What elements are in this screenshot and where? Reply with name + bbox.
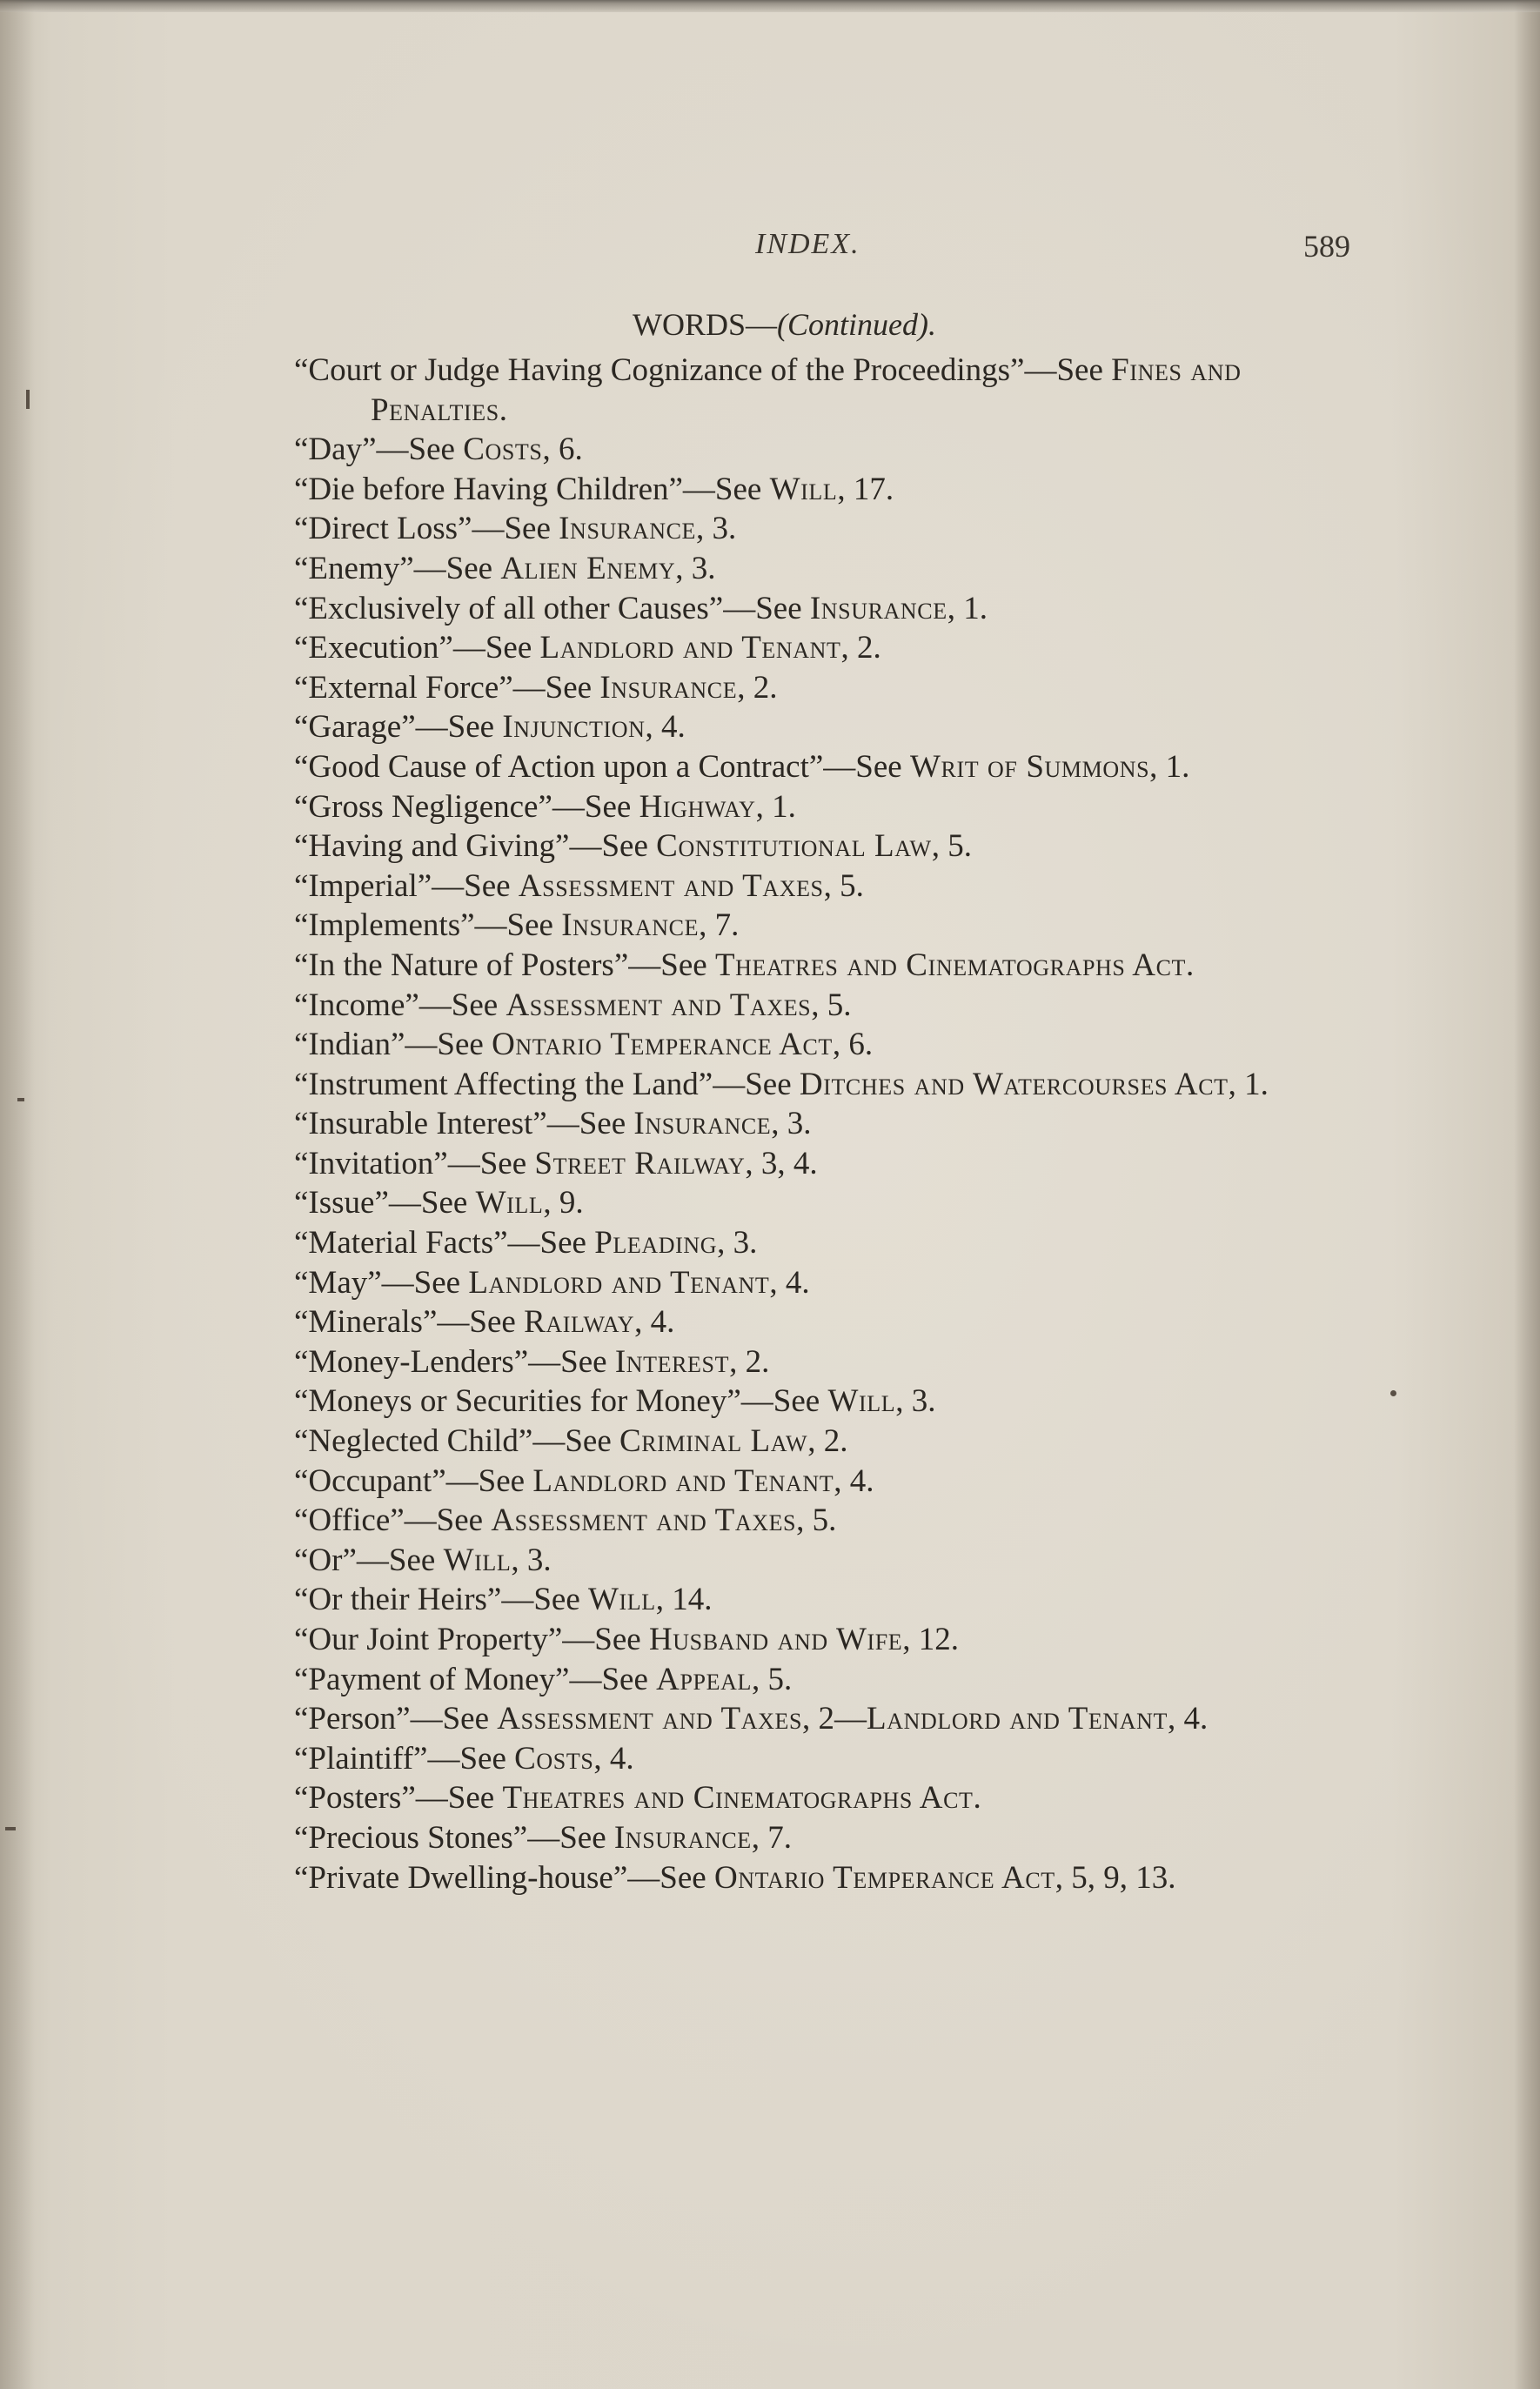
index-entry [294, 1739, 1360, 1779]
index-entry [294, 668, 1360, 708]
page-right-edge-shadow [1514, 0, 1540, 2389]
reference-number: , 5. [823, 867, 864, 904]
index-entry [294, 1183, 1360, 1223]
index-entry [294, 430, 1360, 470]
cross-reference: Railway [524, 1304, 635, 1341]
see-label: —See [472, 511, 559, 547]
reference-number: , 7. [699, 907, 740, 944]
reference-number: , 4. [834, 1462, 874, 1499]
reference-number: , 2. [729, 1343, 770, 1380]
index-term: “Instrument Affecting the Land” [294, 1066, 713, 1102]
index-entry [294, 986, 1360, 1026]
cross-reference: Assessment and Taxes [497, 1701, 803, 1737]
index-term: “Invitation” [294, 1145, 448, 1181]
index-entry-list [294, 351, 1360, 1897]
index-entry [294, 787, 1360, 827]
reference-number: , 9. [543, 1185, 584, 1221]
reference-number: , 1. [755, 788, 796, 825]
index-entry [294, 1223, 1360, 1263]
index-entry [294, 470, 1360, 510]
see-label: —See [404, 1502, 492, 1539]
reference-number: , 1. [1149, 748, 1190, 785]
reference-number: . [973, 1780, 981, 1817]
index-entry [294, 1382, 1360, 1422]
cross-reference: Writ of Summons [909, 748, 1150, 785]
see-label: —See [723, 590, 810, 626]
see-label: —See [528, 1343, 615, 1380]
index-term: “Imperial” [294, 867, 432, 904]
reference-number: , 3. [895, 1383, 936, 1420]
index-entry [294, 1065, 1360, 1105]
see-label: —See [356, 1542, 444, 1578]
cross-reference: Costs [514, 1740, 594, 1777]
cross-reference: Constitutional Law [656, 828, 932, 865]
reference-number: , 17. [837, 471, 894, 507]
see-label: —See [501, 1582, 589, 1618]
cross-reference: Will [475, 1185, 544, 1221]
index-entry [294, 1462, 1360, 1502]
index-term: “Implements” [294, 907, 475, 944]
see-label: —See [418, 987, 506, 1023]
reference-number: , 3. [771, 1106, 812, 1142]
cross-reference: Assessment and Taxes [518, 867, 824, 904]
index-entry [294, 1422, 1360, 1462]
reference-number: , 4. [645, 709, 686, 746]
cross-reference: Ditches and Watercourses Act [799, 1066, 1229, 1102]
cross-reference: Will [588, 1582, 656, 1618]
index-entry [294, 1342, 1360, 1382]
cross-reference: Alien Enemy [500, 550, 676, 586]
margin-mark [26, 390, 30, 409]
reference-number: , 4. [769, 1264, 810, 1301]
cross-reference: Will [827, 1383, 896, 1420]
reference-number: , 3. [696, 511, 737, 547]
index-entry [294, 906, 1360, 946]
reference-number: , 7. [751, 1819, 792, 1856]
index-entry [294, 946, 1360, 986]
index-entry [294, 1858, 1360, 1898]
cross-reference: Costs [463, 432, 543, 468]
see-label: —See [388, 1185, 476, 1221]
index-term: “Or their Heirs” [294, 1582, 502, 1618]
see-label: —See [376, 432, 464, 468]
page-number: 589 [1303, 229, 1350, 264]
index-entry [294, 628, 1360, 668]
cross-reference: Injunction [502, 709, 646, 746]
see-label: —See [432, 867, 519, 904]
index-term: “Plaintiff” [294, 1740, 428, 1777]
index-term: “Minerals” [294, 1304, 438, 1341]
see-label: —See [552, 788, 639, 825]
cross-reference: Husband and Wife [648, 1622, 903, 1657]
index-term: “Court or Judge Having Cognizance of the Proceedings” [294, 352, 1025, 388]
index-term: “Exclusively of all other Causes” [294, 590, 724, 626]
cross-reference: Interest [614, 1343, 730, 1380]
index-entry [294, 1660, 1360, 1700]
section-heading [0, 306, 1540, 343]
cross-reference: Criminal Law [619, 1423, 808, 1460]
index-entry [294, 747, 1360, 787]
index-term: “Person” [294, 1701, 411, 1737]
cross-reference: Street Railway [534, 1145, 746, 1181]
running-title: INDEX. [755, 228, 860, 260]
see-label: —See [713, 1066, 800, 1102]
cross-reference: Highway [639, 788, 756, 825]
index-term: “Income” [294, 987, 419, 1023]
cross-reference: Insurance [613, 1819, 752, 1856]
index-term: “Direct Loss” [294, 511, 472, 547]
reference-number: , 5. [811, 987, 852, 1023]
cross-reference: Landlord and Tenant [468, 1264, 770, 1301]
see-label: —See [823, 748, 910, 785]
reference-number: , 12. [902, 1622, 960, 1657]
index-term: “Gross Negligence” [294, 788, 552, 825]
index-term: “Occupant” [294, 1462, 446, 1499]
cross-reference: Fines and Penalties [371, 352, 1242, 428]
section-heading-main: WORDS— [633, 307, 778, 342]
reference-number: , 5. [796, 1502, 837, 1539]
reference-number: , 4. [1168, 1701, 1209, 1737]
see-label: —See [427, 1740, 515, 1777]
index-entry [294, 826, 1360, 867]
margin-mark [5, 1827, 16, 1830]
index-entry [294, 707, 1360, 747]
margin-mark [17, 1098, 24, 1101]
index-term: “Material Facts” [294, 1225, 508, 1261]
page-top-edge [0, 0, 1540, 12]
index-entry [294, 1620, 1360, 1660]
stray-dot [1390, 1390, 1396, 1396]
cross-reference: Theatres and Cinematographs Act [502, 1780, 974, 1817]
index-term: “May” [294, 1264, 382, 1301]
see-label: —See [1024, 352, 1112, 388]
index-term: “Our Joint Property” [294, 1622, 563, 1657]
reference-number: , 2. [840, 630, 881, 666]
cross-reference: Insurance [559, 511, 696, 547]
index-term: “Issue” [294, 1185, 389, 1221]
reference-number: . [499, 391, 508, 428]
see-label: —See [507, 1225, 595, 1261]
reference-number: , 4. [593, 1740, 634, 1777]
reference-number: , 2. [737, 669, 778, 706]
see-label: —See [569, 828, 657, 865]
index-entry [294, 509, 1360, 549]
see-label: —See [474, 907, 562, 944]
see-label: —See [562, 1622, 649, 1657]
cross-reference: Landlord and Tenant [539, 630, 841, 666]
see-label: —See [569, 1661, 657, 1697]
see-label: —See [415, 709, 503, 746]
see-label: —See [546, 1106, 634, 1142]
index-entry [294, 589, 1360, 629]
reference-number: , 3. [717, 1225, 758, 1261]
index-term: “External Force” [294, 669, 513, 706]
cross-reference: Ontario Temperance Act [492, 1027, 833, 1063]
index-term: “Or” [294, 1542, 357, 1578]
cross-reference: Insurance [599, 669, 738, 706]
index-term: “Good Cause of Action upon a Contract” [294, 748, 824, 785]
index-term: “Insurable Interest” [294, 1106, 547, 1142]
running-header [0, 228, 1540, 280]
reference-number: , 3. [511, 1542, 552, 1578]
index-entry [294, 1580, 1360, 1620]
see-label: —See [512, 669, 600, 706]
reference-number: , 6. [832, 1027, 874, 1063]
index-term: “Posters” [294, 1780, 416, 1817]
index-entry [294, 351, 1360, 430]
reference-number: , 3, 4. [745, 1145, 818, 1181]
index-term: “Payment of Money” [294, 1661, 570, 1697]
cross-reference: Assessment and Taxes [491, 1502, 797, 1539]
cross-reference: Insurance [633, 1106, 772, 1142]
index-entry [294, 867, 1360, 907]
see-label: —See [415, 1780, 503, 1817]
index-entry [294, 1144, 1360, 1184]
see-label: —See [682, 471, 770, 507]
cross-reference: Landlord and Tenant [532, 1462, 834, 1499]
see-label: —See [410, 1701, 498, 1737]
see-label: —See [437, 1304, 525, 1341]
index-term: “Money-Lenders” [294, 1343, 529, 1380]
index-entry [294, 549, 1360, 589]
index-term: “In the Nature of Posters” [294, 947, 629, 983]
section-heading-continued: (Continued). [777, 307, 936, 342]
reference-number: , 2— [802, 1701, 867, 1737]
cross-reference: Theatres and Cinematographs Act [714, 947, 1187, 983]
index-term: “Having and Giving” [294, 828, 570, 865]
cross-reference: Pleading [594, 1225, 718, 1261]
cross-reference: Appeal [656, 1661, 752, 1697]
cross-reference: Insurance [561, 907, 700, 944]
index-term: “Office” [294, 1502, 405, 1539]
see-label: —See [405, 1027, 492, 1063]
cross-reference: Landlord and Tenant [867, 1701, 1168, 1737]
see-label: —See [532, 1423, 619, 1460]
reference-number: , 4. [634, 1304, 675, 1341]
index-term: “Execution” [294, 630, 453, 666]
index-entry [294, 1302, 1360, 1342]
see-label: —See [627, 1859, 714, 1896]
see-label: —See [381, 1264, 469, 1301]
index-entry [294, 1501, 1360, 1541]
cross-reference: Insurance [809, 590, 947, 626]
cross-reference: Assessment and Taxes [506, 987, 812, 1023]
reference-number: , 6. [542, 432, 583, 468]
cross-reference: Will [769, 471, 838, 507]
reference-number: , 5. [931, 828, 972, 865]
index-term: “Precious Stones” [294, 1819, 528, 1856]
index-term: “Day” [294, 432, 377, 468]
index-term: “Die before Having Children” [294, 471, 683, 507]
see-label: —See [740, 1383, 828, 1420]
reference-number: . [1186, 947, 1195, 983]
reference-number: , 1. [947, 590, 988, 626]
reference-number: , 5, 9, 13. [1055, 1859, 1176, 1896]
index-entry [294, 1263, 1360, 1303]
see-label: —See [628, 947, 715, 983]
cross-reference: Ontario Temperance Act [713, 1859, 1055, 1896]
reference-number: , 1. [1228, 1066, 1269, 1102]
index-entry [294, 1104, 1360, 1144]
index-term: “Neglected Child” [294, 1423, 533, 1460]
page-gutter-shadow [0, 0, 35, 2389]
index-term: “Moneys or Securities for Money” [294, 1383, 741, 1420]
index-entry [294, 1699, 1360, 1739]
index-entry [294, 1778, 1360, 1818]
reference-number: , 3. [675, 550, 716, 586]
index-entry [294, 1025, 1360, 1065]
index-term: “Indian” [294, 1027, 405, 1063]
index-entry [294, 1541, 1360, 1581]
reference-number: , 14. [655, 1582, 713, 1618]
see-label: —See [413, 550, 501, 586]
index-term: “Garage” [294, 709, 416, 746]
reference-number: , 2. [807, 1423, 848, 1460]
reference-number: , 5. [751, 1661, 793, 1697]
see-label: —See [447, 1145, 535, 1181]
index-entry [294, 1818, 1360, 1858]
see-label: —See [527, 1819, 614, 1856]
index-term: “Enemy” [294, 550, 414, 586]
index-term: “Private Dwelling-house” [294, 1859, 628, 1896]
cross-reference: Will [443, 1542, 512, 1578]
see-label: —See [445, 1462, 533, 1499]
see-label: —See [452, 630, 540, 666]
